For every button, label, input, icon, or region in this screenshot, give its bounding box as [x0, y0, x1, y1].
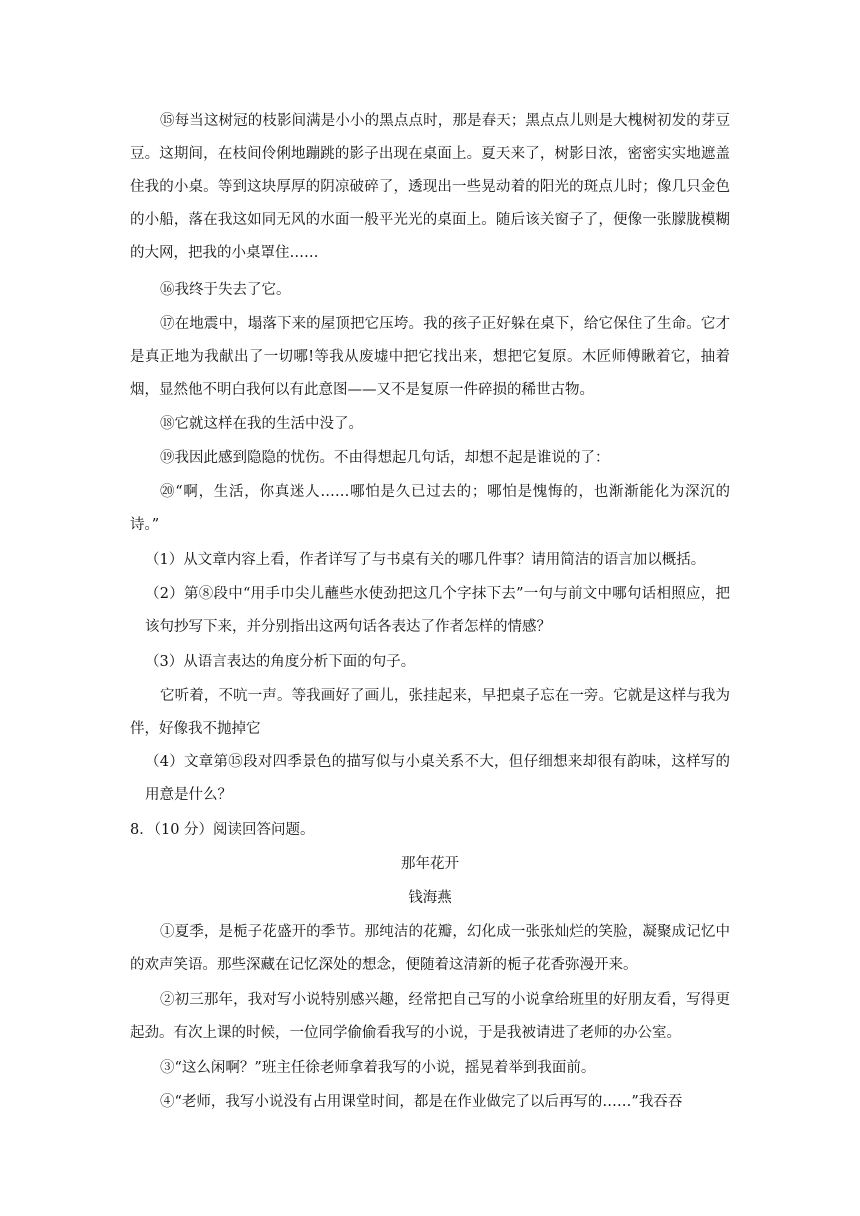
question-3: （3）从语言表达的角度分析下面的句子。: [145, 654, 416, 670]
question-1: （1）从文章内容上看，作者详写了与书桌有关的哪几件事？请用简洁的语言加以概括。: [145, 552, 706, 568]
question-3-quote: 它听着，不吭一声。等我画好了画儿，张挂起来，早把桌子忘在一旁。它就是这样与我为伴，好像我不抛掉它: [130, 688, 730, 737]
paragraph-20: ⑳“啊，生活，你真迷人……哪怕是久已过去的；哪怕是愧悔的，也渐渐能化为深沉的诗。”: [130, 484, 730, 533]
article-author: 钱海燕: [408, 890, 452, 906]
question-4: （4）文章第⑮段对四季景色的描写似与小桌关系不大，但仔细想来却很有韵味，这样写的用意是什么？: [145, 754, 730, 803]
article-title: 那年花开: [401, 856, 459, 872]
paragraph-19: ⑲我因此感到隐隐的忧伤。不由得想起几句话，却想不起是谁说的了：: [160, 450, 610, 466]
section-8-heading: 8．（10 分）阅读回答问题。: [130, 822, 315, 838]
paragraph-15: ⑮每当这树冠的枝影间满是小小的黑点点时，那是春天；黑点点儿则是大槐树初发的芽豆豆。这期间，在枝间伶俐地蹦跳的影子出现在桌面上。夏天来了，树影日浓，密密实实地遮盖住我的小桌。等到这块厚厚的阴凉破碎了，透现出一些晃动着的阳光的斑点儿时；像几只金色的小船，落在我这如同无风的水面一般平光光的桌面上。随后该关窗子了，便像一张朦胧模糊的大网，把我的小桌罩住……: [130, 113, 730, 261]
paragraph-17: ⑰在地震中，塌落下来的屋顶把它压垮。我的孩子正好躲在桌下，给它保住了生命。它才是真正地为我献出了一切哪!等我从废墟中把它找出来，想把它复原。木匠师傅瞅着它，抽着烟，显然他不明白我何以有此意图——又不是复原一件碎损的稀世古物。: [130, 316, 730, 398]
article-paragraph-3: ③“这么闲啊？”班主任徐老师拿着我写的小说，摇晃着举到我面前。: [160, 1060, 596, 1076]
article-paragraph-1: ①夏季，是栀子花盛开的季节。那纯洁的花瓣，幻化成一张张灿烂的笑脸，凝聚成记忆中的欢声笑语。那些深藏在记忆深处的想念，便随着这清新的栀子花香弥漫开来。: [130, 924, 730, 973]
article-paragraph-4: ④“老师，我写小说没有占用课堂时间，都是在作业做完了以后再写的……”我吞吞: [160, 1094, 683, 1110]
question-2: （2）第⑧段中“用手巾尖儿蘸些水使劲把这几个字抹下去”一句与前文中哪句话相照应，把该句抄写下来，并分别指出这两句话各表达了作者怎样的情感？: [145, 586, 730, 635]
article-paragraph-2: ②初三那年，我对写小说特别感兴趣，经常把自己写的小说拿给班里的好朋友看，写得更起劲。有次上课的时候，一位同学偷偷看我写的小说，于是我被请进了老师的办公室。: [130, 992, 730, 1041]
paragraph-18: ⑱它就这样在我的生活中没了。: [160, 416, 363, 432]
paragraph-16: ⑯我终于失去了它。: [160, 282, 291, 298]
